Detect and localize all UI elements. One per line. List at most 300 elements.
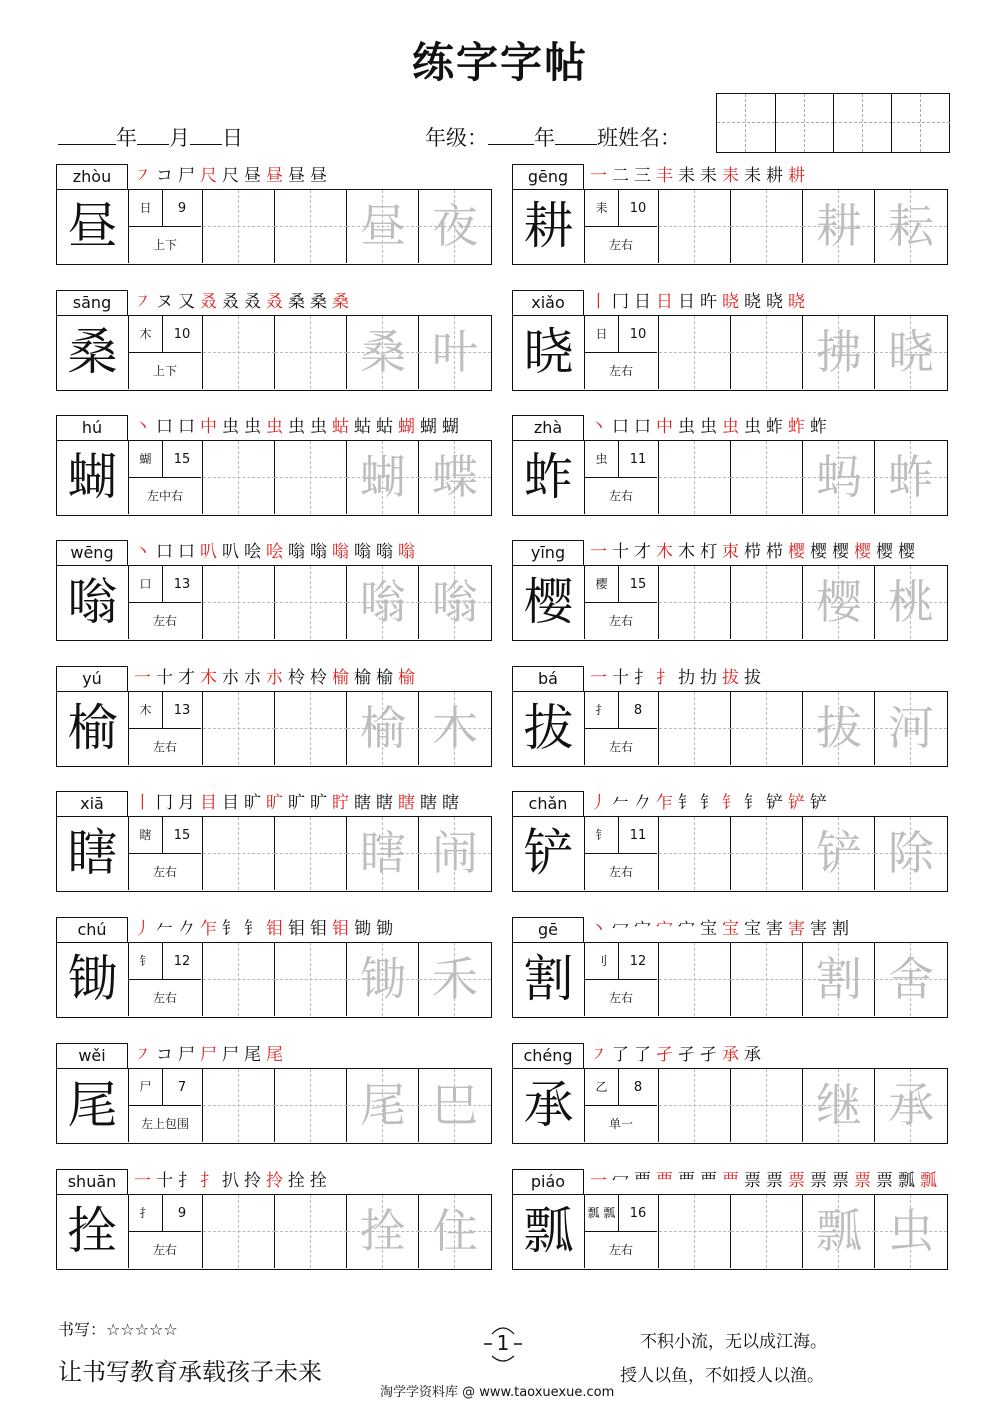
practice-cell[interactable]: [803, 316, 875, 389]
stroke-count: 10: [163, 316, 201, 353]
stroke-step: 才: [178, 668, 200, 688]
stroke-count: 9: [163, 1195, 201, 1232]
model-char: 瞎: [57, 817, 129, 890]
practice-cell[interactable]: [731, 1069, 803, 1142]
practice-cell[interactable]: [731, 692, 803, 765]
stroke-step: 孑: [700, 1045, 722, 1065]
stroke-step: 日: [656, 292, 678, 312]
structure: 左右: [608, 991, 633, 1005]
stroke-step: 十: [156, 1171, 178, 1191]
stroke-step: 丿: [134, 919, 156, 939]
practice-cell[interactable]: [875, 1195, 947, 1268]
stroke-step: 尺: [222, 166, 244, 186]
trace-char: 榆: [360, 701, 406, 755]
radical: 乙: [585, 1069, 619, 1106]
stroke-step: 旷: [266, 793, 288, 813]
stroke-step: 了: [634, 1045, 656, 1065]
stroke-order: [134, 666, 420, 691]
stroke-step: 乍: [656, 793, 678, 813]
practice-row: [512, 1194, 948, 1270]
stroke-step: 旷: [288, 793, 310, 813]
radical: 钅: [129, 943, 163, 980]
month-blank[interactable]: [137, 122, 169, 145]
stroke-step: 扌: [200, 1171, 222, 1191]
stroke-step: 票: [854, 1171, 876, 1191]
stroke-count: 8: [619, 692, 657, 729]
stroke-step: 虫: [678, 417, 700, 437]
stroke-step: 榆: [398, 668, 420, 688]
stroke-step: 一: [134, 1171, 156, 1191]
stroke-step: 拔: [744, 668, 766, 688]
stroke-step: 昼: [244, 166, 266, 186]
stroke-count: 16: [619, 1195, 657, 1232]
model-char: 尾: [57, 1069, 129, 1142]
trace-char: 耘: [888, 199, 934, 253]
char-info: [585, 1069, 659, 1142]
grade-blank[interactable]: [488, 122, 534, 145]
pinyin-label: chǎn: [512, 791, 584, 816]
trace-char: 舍: [888, 952, 934, 1006]
char-practice-block: [512, 540, 948, 644]
trace-char: 河: [888, 701, 934, 755]
stroke-count: 13: [163, 566, 201, 603]
stroke-step: 耒: [722, 166, 744, 186]
char-info: [129, 1069, 203, 1142]
practice-cell[interactable]: [419, 692, 491, 765]
stroke-step: 钼: [288, 919, 310, 939]
stroke-step: 桑: [310, 292, 332, 312]
grade-label: 年级：: [425, 126, 488, 150]
structure: 左右: [608, 740, 633, 754]
stroke-step: 榆: [376, 668, 398, 688]
practice-cell[interactable]: [203, 441, 275, 514]
practice-cell[interactable]: [875, 817, 947, 890]
stroke-step: 承: [744, 1045, 766, 1065]
model-char: 桑: [57, 316, 129, 389]
stroke-step: 虫: [222, 417, 244, 437]
practice-cell[interactable]: [203, 190, 275, 263]
practice-cell[interactable]: [347, 692, 419, 765]
stroke-step: 覀: [678, 1171, 700, 1191]
char-practice-block: [56, 540, 492, 644]
practice-cell[interactable]: [347, 441, 419, 514]
stroke-step: 票: [766, 1171, 788, 1191]
stroke-step: 扐: [700, 668, 722, 688]
month-label: 月: [169, 126, 190, 150]
pinyin-label: wēng: [56, 540, 128, 565]
structure: 单一: [608, 1117, 633, 1131]
char-info: [585, 1195, 659, 1268]
stroke-step: 蛄: [332, 417, 354, 437]
stroke-order: [590, 791, 832, 816]
stroke-step: 钅: [700, 793, 722, 813]
trace-char: 夜: [432, 199, 478, 253]
stroke-step: 𠂊: [178, 919, 200, 939]
practice-cell[interactable]: [803, 943, 875, 1016]
stroke-step: 樱: [832, 542, 854, 562]
trace-char: 拔: [816, 701, 862, 755]
practice-cell[interactable]: [731, 566, 803, 639]
stroke-step: 嗡: [332, 542, 354, 562]
stroke-step: 扒: [222, 1171, 244, 1191]
structure: 左右: [608, 364, 633, 378]
stroke-step: 晓: [722, 292, 744, 312]
stroke-step: 钅: [222, 919, 244, 939]
stroke-step: 日: [678, 292, 700, 312]
stroke-step: 冖: [612, 1171, 634, 1191]
practice-cell[interactable]: [203, 566, 275, 639]
pinyin-label: zhà: [512, 415, 584, 440]
practice-cell[interactable]: [659, 943, 731, 1016]
practice-row: [512, 942, 948, 1018]
practice-cell[interactable]: [419, 566, 491, 639]
practice-cell[interactable]: [347, 316, 419, 389]
practice-row: [512, 440, 948, 516]
practice-cell[interactable]: [419, 817, 491, 890]
practice-cell[interactable]: [803, 566, 875, 639]
practice-cell[interactable]: [875, 943, 947, 1016]
practice-cell[interactable]: [659, 1069, 731, 1142]
stroke-step: 瓢: [898, 1171, 920, 1191]
stroke-step: 叭: [222, 542, 244, 562]
stroke-step: 嗡: [376, 542, 398, 562]
stroke-step: 耕: [766, 166, 788, 186]
trace-char: 桃: [888, 575, 934, 629]
stroke-step: 钼: [266, 919, 288, 939]
pinyin-label: shuān: [56, 1169, 128, 1194]
practice-cell[interactable]: [419, 190, 491, 263]
stroke-step: 票: [832, 1171, 854, 1191]
structure: 左中右: [146, 489, 183, 503]
trace-char: 木: [432, 701, 478, 755]
practice-cell[interactable]: [659, 441, 731, 514]
char-practice-block: [512, 415, 948, 519]
stroke-step: 虫: [744, 417, 766, 437]
practice-cell[interactable]: [203, 817, 275, 890]
stroke-step: 宀: [634, 919, 656, 939]
char-practice-block: [512, 1043, 948, 1147]
stroke-step: 眝: [332, 793, 354, 813]
radical: 瓢 瓢: [585, 1195, 619, 1232]
practice-cell[interactable]: [203, 692, 275, 765]
stroke-step: 一: [590, 668, 612, 688]
stroke-step: 割: [832, 919, 854, 939]
stroke-step: 丨: [134, 793, 156, 813]
stroke-count: 15: [163, 817, 201, 854]
stroke-step: 尸: [200, 1045, 222, 1065]
practice-cell[interactable]: [203, 1069, 275, 1142]
practice-cell[interactable]: [275, 1069, 347, 1142]
stroke-step: 目: [222, 793, 244, 813]
practice-cell[interactable]: [659, 1195, 731, 1268]
stroke-step: 一: [134, 668, 156, 688]
practice-cell[interactable]: [875, 441, 947, 514]
practice-cell[interactable]: [875, 692, 947, 765]
practice-cell[interactable]: [347, 817, 419, 890]
structure: 左右: [152, 865, 177, 879]
pinyin-label: gēng: [512, 164, 584, 189]
stroke-step: 丶: [590, 919, 612, 939]
practice-cell[interactable]: [275, 943, 347, 1016]
stroke-step: 丿: [590, 793, 612, 813]
stroke-step: 口: [178, 542, 200, 562]
stroke-step: 丶: [590, 417, 612, 437]
practice-cell[interactable]: [347, 566, 419, 639]
stroke-count: 7: [163, 1069, 201, 1106]
radical: 日: [129, 190, 163, 227]
date-line: [58, 122, 243, 153]
practice-cell[interactable]: [347, 190, 419, 263]
stroke-step: 虫: [266, 417, 288, 437]
practice-cell[interactable]: [731, 943, 803, 1016]
stroke-step: 冂: [156, 793, 178, 813]
stroke-step: 才: [634, 542, 656, 562]
practice-row: [512, 691, 948, 767]
stroke-step: 木: [656, 542, 678, 562]
stroke-step: 拴: [310, 1171, 332, 1191]
stroke-step: 尸: [222, 1045, 244, 1065]
char-practice-block: [56, 1169, 492, 1273]
practice-cell[interactable]: [203, 943, 275, 1016]
watermark: 淘学学资料库 @ www.taoxuexue.com: [380, 1385, 615, 1400]
trace-char: 承: [888, 1078, 934, 1132]
practice-cell[interactable]: [875, 1069, 947, 1142]
stroke-step: 了: [612, 1045, 634, 1065]
stroke-step: 瞎: [442, 793, 464, 813]
char-info: [585, 943, 659, 1016]
practice-cell[interactable]: [419, 1069, 491, 1142]
stroke-step: ㇇: [134, 292, 156, 312]
stroke-step: 耒: [678, 166, 700, 186]
trace-char: 蚂: [816, 450, 862, 504]
stroke-step: 覀: [634, 1171, 656, 1191]
model-char: 铲: [513, 817, 585, 890]
stroke-step: 蚱: [810, 417, 832, 437]
stroke-step: 钅: [722, 793, 744, 813]
structure: 左上包围: [140, 1117, 189, 1131]
stroke-count: 9: [163, 190, 201, 227]
stroke-step: 叒: [244, 292, 266, 312]
stroke-step: 耒: [744, 166, 766, 186]
model-char: 拔: [513, 692, 585, 765]
stroke-step: 钼: [310, 919, 332, 939]
structure: 左右: [608, 1243, 633, 1257]
pinyin-label: yú: [56, 666, 128, 691]
practice-cell[interactable]: [347, 1069, 419, 1142]
practice-cell[interactable]: [275, 441, 347, 514]
pinyin-label: yīng: [512, 540, 584, 565]
stroke-step: 叭: [200, 542, 222, 562]
practice-cell[interactable]: [275, 1195, 347, 1268]
trace-char: 拴: [360, 1204, 406, 1258]
stroke-step: 票: [810, 1171, 832, 1191]
practice-cell[interactable]: [419, 316, 491, 389]
practice-cell[interactable]: [659, 692, 731, 765]
stroke-step: 宀: [656, 919, 678, 939]
model-char: 樱: [513, 566, 585, 639]
proverb-2: 授人以鱼，不如授人以渔。: [620, 1366, 824, 1386]
practice-cell[interactable]: [203, 316, 275, 389]
char-practice-block: [56, 917, 492, 1021]
stroke-step: 害: [788, 919, 810, 939]
model-char: 瓢: [513, 1195, 585, 1268]
stroke-count: 12: [619, 943, 657, 980]
stroke-step: 宀: [678, 919, 700, 939]
practice-cell[interactable]: [731, 316, 803, 389]
stroke-count: 11: [619, 441, 657, 478]
practice-row: [56, 565, 492, 641]
stroke-step: 钼: [332, 919, 354, 939]
stroke-step: 尸: [178, 166, 200, 186]
practice-cell[interactable]: [203, 1195, 275, 1268]
stroke-step: 拴: [288, 1171, 310, 1191]
stroke-step: 瞎: [398, 793, 420, 813]
practice-cell[interactable]: [419, 1195, 491, 1268]
stroke-step: 蛄: [354, 417, 376, 437]
day-blank[interactable]: [190, 122, 222, 145]
practice-cell[interactable]: [275, 316, 347, 389]
practice-cell[interactable]: [803, 692, 875, 765]
practice-cell[interactable]: [275, 566, 347, 639]
practice-cell[interactable]: [731, 441, 803, 514]
practice-cell[interactable]: [875, 316, 947, 389]
practice-cell[interactable]: [347, 1195, 419, 1268]
char-info: [129, 692, 203, 765]
class-blank[interactable]: [555, 122, 597, 145]
stroke-order: [134, 1169, 332, 1194]
trace-char: 割: [816, 952, 862, 1006]
stroke-step: ㇇: [134, 166, 156, 186]
stroke-step: 嗡: [354, 542, 376, 562]
stroke-step: 钅: [744, 793, 766, 813]
stroke-order: [134, 1043, 288, 1068]
practice-row: [56, 942, 492, 1018]
char-practice-block: [56, 290, 492, 394]
day-label: 日: [222, 126, 243, 150]
practice-cell[interactable]: [875, 566, 947, 639]
practice-cell[interactable]: [275, 692, 347, 765]
radical: 钅: [585, 817, 619, 854]
stroke-step: 瞎: [420, 793, 442, 813]
stroke-step: 朩: [266, 668, 288, 688]
stroke-step: 中: [200, 417, 222, 437]
stroke-step: 叒: [222, 292, 244, 312]
stroke-order: [590, 1043, 766, 1068]
char-practice-block: [512, 917, 948, 1021]
stroke-step: 木: [678, 542, 700, 562]
practice-cell[interactable]: [275, 190, 347, 263]
structure: 左右: [608, 865, 633, 879]
stroke-step: 樱: [898, 542, 920, 562]
radical: 蝴: [129, 441, 163, 478]
stroke-step: 栉: [766, 542, 788, 562]
radical: 尸: [129, 1069, 163, 1106]
practice-cell[interactable]: [803, 1069, 875, 1142]
trace-char: 继: [816, 1078, 862, 1132]
practice-row: [56, 816, 492, 892]
practice-cell[interactable]: [803, 190, 875, 263]
stroke-step: 榆: [354, 668, 376, 688]
practice-cell[interactable]: [803, 1195, 875, 1268]
char-practice-block: [56, 164, 492, 268]
stroke-step: 柃: [310, 668, 332, 688]
stroke-count: 11: [619, 817, 657, 854]
char-info: [129, 817, 203, 890]
class-label: 班: [597, 126, 618, 150]
stroke-step: 晓: [744, 292, 766, 312]
trace-char: 蚱: [888, 450, 934, 504]
stroke-step: 榆: [332, 668, 354, 688]
practice-cell[interactable]: [659, 316, 731, 389]
practice-cell[interactable]: [419, 441, 491, 514]
slogan: 让书写教育承载孩子未来: [58, 1358, 322, 1386]
stroke-step: 蝴: [442, 417, 464, 437]
practice-cell[interactable]: [731, 190, 803, 263]
stroke-step: 月: [178, 793, 200, 813]
char-practice-block: [512, 1169, 948, 1273]
stroke-step: 尺: [200, 166, 222, 186]
char-info: [585, 566, 659, 639]
stroke-step: 瞎: [354, 793, 376, 813]
practice-cell[interactable]: [419, 943, 491, 1016]
stroke-step: 蚱: [788, 417, 810, 437]
char-practice-block: [512, 164, 948, 268]
stroke-step: 中: [656, 417, 678, 437]
trace-char: 蝴: [360, 450, 406, 504]
practice-cell[interactable]: [731, 1195, 803, 1268]
char-practice-block: [512, 290, 948, 394]
structure: 左右: [152, 740, 177, 754]
practice-cell[interactable]: [347, 943, 419, 1016]
radical: 日: [585, 316, 619, 353]
stroke-step: 害: [810, 919, 832, 939]
stroke-step: 丨: [590, 292, 612, 312]
name-label: 姓名：: [618, 126, 681, 150]
practice-cell[interactable]: [659, 817, 731, 890]
grade-year-label: 年: [534, 126, 555, 150]
practice-cell[interactable]: [731, 817, 803, 890]
practice-cell[interactable]: [275, 817, 347, 890]
stroke-step: 孑: [656, 1045, 678, 1065]
radical: 木: [129, 692, 163, 729]
stroke-step: 桑: [332, 292, 354, 312]
practice-row: [56, 315, 492, 391]
stroke-step: 耒: [700, 166, 722, 186]
practice-row: [512, 816, 948, 892]
stroke-step: 尾: [266, 1045, 288, 1065]
practice-cell[interactable]: [659, 566, 731, 639]
stroke-step: 栉: [744, 542, 766, 562]
practice-cell[interactable]: [803, 441, 875, 514]
practice-cell[interactable]: [875, 190, 947, 263]
trace-char: 拂: [816, 325, 862, 379]
stroke-step: 二: [612, 166, 634, 186]
practice-cell[interactable]: [803, 817, 875, 890]
stroke-step: 桑: [288, 292, 310, 312]
stroke-step: 覀: [722, 1171, 744, 1191]
stroke-step: コ: [156, 1045, 178, 1065]
trace-char: 昼: [360, 199, 406, 253]
radical: 樱: [585, 566, 619, 603]
stroke-step: 耕: [788, 166, 810, 186]
stroke-step: 拎: [244, 1171, 266, 1191]
stroke-step: 蚱: [766, 417, 788, 437]
stroke-step: 宝: [700, 919, 722, 939]
stroke-step: 丶: [134, 417, 156, 437]
year-blank[interactable]: [58, 122, 116, 145]
practice-cell[interactable]: [659, 190, 731, 263]
name-box[interactable]: [716, 93, 950, 153]
